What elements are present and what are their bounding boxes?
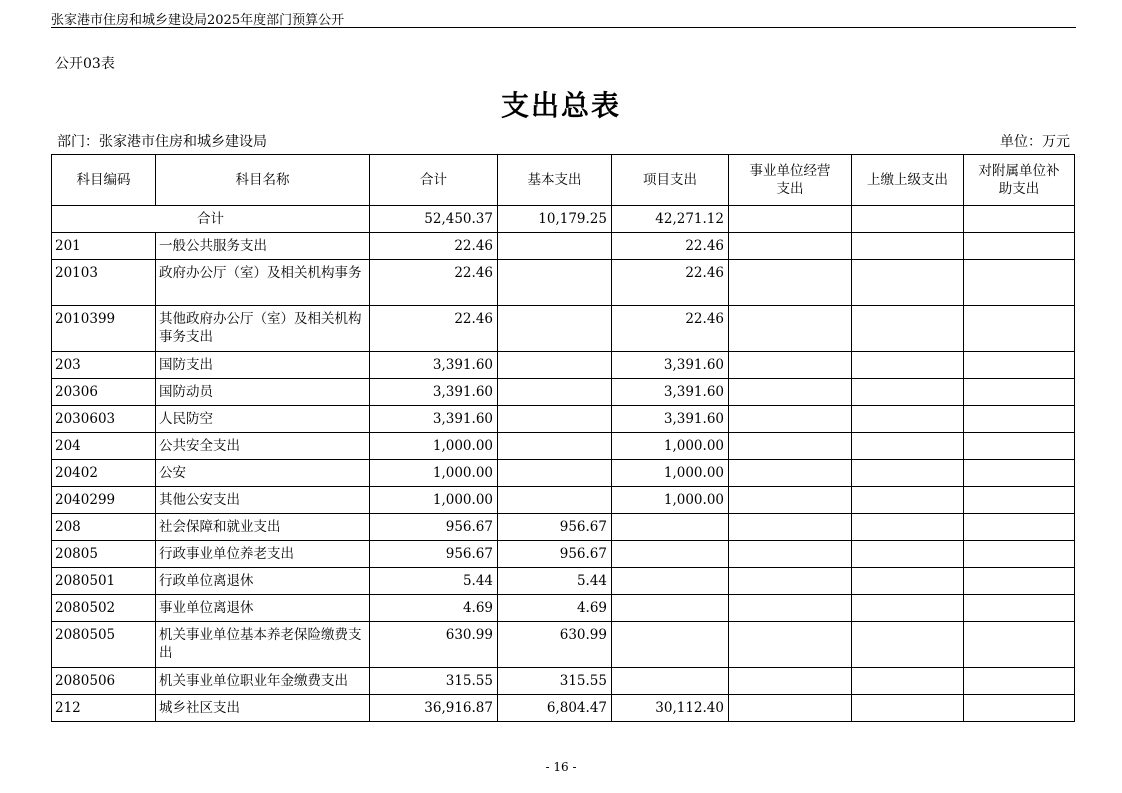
- total-subsidy: [964, 206, 1075, 233]
- row-upper: [852, 487, 964, 514]
- row-code: 2040299: [52, 487, 156, 514]
- row-total: 22.46: [370, 233, 498, 260]
- total-upper: [852, 206, 964, 233]
- row-subsidy: [964, 568, 1075, 595]
- total-total: 52,450.37: [370, 206, 498, 233]
- row-operating: [729, 568, 852, 595]
- col-header-name: 科目名称: [156, 155, 370, 206]
- row-subsidy: [964, 622, 1075, 668]
- row-basic: [498, 433, 612, 460]
- row-basic: [498, 379, 612, 406]
- row-code: 2080505: [52, 622, 156, 668]
- table-row: [52, 379, 1075, 406]
- row-basic: [498, 487, 612, 514]
- row-upper: [852, 668, 964, 695]
- table-number: 公开03表: [55, 56, 115, 72]
- row-upper: [852, 514, 964, 541]
- row-basic: [498, 306, 612, 352]
- row-operating: [729, 541, 852, 568]
- col-header-total: 合计: [370, 155, 498, 206]
- row-name: 公安: [156, 460, 370, 487]
- row-total: 1,000.00: [370, 433, 498, 460]
- row-total: 1,000.00: [370, 487, 498, 514]
- table-row: [52, 695, 1075, 722]
- row-subsidy: [964, 379, 1075, 406]
- row-operating: [729, 514, 852, 541]
- row-total: 956.67: [370, 541, 498, 568]
- row-operating: [729, 260, 852, 306]
- department-label: 部门：张家港市住房和城乡建设局: [57, 134, 267, 150]
- row-upper: [852, 406, 964, 433]
- table-row: [52, 260, 1075, 306]
- row-basic: 956.67: [498, 541, 612, 568]
- row-project: [612, 541, 729, 568]
- row-upper: [852, 695, 964, 722]
- row-basic: [498, 260, 612, 306]
- row-project: 1,000.00: [612, 460, 729, 487]
- row-upper: [852, 233, 964, 260]
- row-basic: [498, 406, 612, 433]
- row-name: 行政单位离退休: [156, 568, 370, 595]
- row-name: 机关事业单位职业年金缴费支出: [156, 668, 370, 695]
- row-basic: [498, 352, 612, 379]
- row-basic: 5.44: [498, 568, 612, 595]
- row-project: [612, 568, 729, 595]
- row-total: 956.67: [370, 514, 498, 541]
- row-operating: [729, 487, 852, 514]
- row-operating: [729, 306, 852, 352]
- row-subsidy: [964, 406, 1075, 433]
- row-operating: [729, 595, 852, 622]
- row-total: 3,391.60: [370, 379, 498, 406]
- row-operating: [729, 233, 852, 260]
- row-subsidy: [964, 541, 1075, 568]
- row-project: 1,000.00: [612, 487, 729, 514]
- row-project: 22.46: [612, 260, 729, 306]
- total-row: [52, 206, 1075, 233]
- row-total: 22.46: [370, 260, 498, 306]
- row-code: 20402: [52, 460, 156, 487]
- row-name: 政府办公厅（室）及相关机构事务: [156, 260, 370, 306]
- row-code: 212: [52, 695, 156, 722]
- row-basic: 4.69: [498, 595, 612, 622]
- row-total: 5.44: [370, 568, 498, 595]
- col-header-basic: 基本支出: [498, 155, 612, 206]
- table-row: [52, 595, 1075, 622]
- unit-label: 单位：万元: [1000, 134, 1070, 150]
- row-project: 3,391.60: [612, 352, 729, 379]
- row-upper: [852, 379, 964, 406]
- row-upper: [852, 260, 964, 306]
- row-project: 22.46: [612, 233, 729, 260]
- row-name: 城乡社区支出: [156, 695, 370, 722]
- row-basic: 315.55: [498, 668, 612, 695]
- col-header-subsidy: 对附属单位补助支出: [964, 155, 1075, 206]
- col-header-upper: 上缴上级支出: [852, 155, 964, 206]
- row-total: 22.46: [370, 306, 498, 352]
- page-header: 张家港市住房和城乡建设局2025年度部门预算公开: [51, 13, 345, 28]
- row-code: 2010399: [52, 306, 156, 352]
- row-subsidy: [964, 668, 1075, 695]
- table-body: [52, 233, 1075, 722]
- row-code: 203: [52, 352, 156, 379]
- row-subsidy: [964, 514, 1075, 541]
- row-basic: 6,804.47: [498, 695, 612, 722]
- col-header-project: 项目支出: [612, 155, 729, 206]
- row-code: 208: [52, 514, 156, 541]
- row-subsidy: [964, 487, 1075, 514]
- col-header-code: 科目编码: [52, 155, 156, 206]
- row-name: 行政事业单位养老支出: [156, 541, 370, 568]
- table-row: [52, 622, 1075, 668]
- row-total: 3,391.60: [370, 352, 498, 379]
- row-name: 其他政府办公厅（室）及相关机构事务支出: [156, 306, 370, 352]
- row-basic: 630.99: [498, 622, 612, 668]
- table-row: [52, 514, 1075, 541]
- row-upper: [852, 595, 964, 622]
- row-project: 3,391.60: [612, 379, 729, 406]
- row-name: 其他公安支出: [156, 487, 370, 514]
- table-row: [52, 306, 1075, 352]
- table-row: [52, 668, 1075, 695]
- row-operating: [729, 460, 852, 487]
- row-subsidy: [964, 306, 1075, 352]
- row-project: 30,112.40: [612, 695, 729, 722]
- row-upper: [852, 306, 964, 352]
- row-operating: [729, 622, 852, 668]
- row-code: 2080506: [52, 668, 156, 695]
- row-code: 204: [52, 433, 156, 460]
- row-subsidy: [964, 260, 1075, 306]
- row-operating: [729, 433, 852, 460]
- row-subsidy: [964, 433, 1075, 460]
- row-project: [612, 514, 729, 541]
- row-subsidy: [964, 352, 1075, 379]
- header-rule: [51, 27, 1076, 28]
- row-name: 人民防空: [156, 406, 370, 433]
- row-project: [612, 622, 729, 668]
- row-total: 315.55: [370, 668, 498, 695]
- row-upper: [852, 460, 964, 487]
- row-code: 2080501: [52, 568, 156, 595]
- row-subsidy: [964, 695, 1075, 722]
- row-code: 20306: [52, 379, 156, 406]
- total-project: 42,271.12: [612, 206, 729, 233]
- row-code: 2080502: [52, 595, 156, 622]
- row-code: 20103: [52, 260, 156, 306]
- total-label: 合计: [52, 206, 370, 233]
- row-code: 20805: [52, 541, 156, 568]
- row-operating: [729, 352, 852, 379]
- row-upper: [852, 541, 964, 568]
- row-name: 国防支出: [156, 352, 370, 379]
- row-total: 36,916.87: [370, 695, 498, 722]
- row-total: 630.99: [370, 622, 498, 668]
- row-name: 事业单位离退休: [156, 595, 370, 622]
- row-code: 201: [52, 233, 156, 260]
- total-basic: 10,179.25: [498, 206, 612, 233]
- row-upper: [852, 433, 964, 460]
- row-total: 4.69: [370, 595, 498, 622]
- total-operating: [729, 206, 852, 233]
- row-basic: [498, 233, 612, 260]
- table-row: [52, 568, 1075, 595]
- row-subsidy: [964, 460, 1075, 487]
- table-row: [52, 460, 1075, 487]
- row-operating: [729, 668, 852, 695]
- page-title: 支出总表: [500, 89, 621, 122]
- row-operating: [729, 406, 852, 433]
- row-operating: [729, 379, 852, 406]
- row-code: 2030603: [52, 406, 156, 433]
- row-upper: [852, 352, 964, 379]
- table-row: [52, 487, 1075, 514]
- row-subsidy: [964, 595, 1075, 622]
- header-row: [52, 155, 1075, 206]
- page-number: - 16 -: [545, 760, 577, 774]
- row-subsidy: [964, 233, 1075, 260]
- row-operating: [729, 695, 852, 722]
- row-total: 1,000.00: [370, 460, 498, 487]
- row-name: 一般公共服务支出: [156, 233, 370, 260]
- col-header-operating: 事业单位经营支出: [729, 155, 852, 206]
- row-name: 国防动员: [156, 379, 370, 406]
- table-row: [52, 541, 1075, 568]
- table-row: [52, 233, 1075, 260]
- table-row: [52, 433, 1075, 460]
- row-basic: [498, 460, 612, 487]
- row-project: 3,391.60: [612, 406, 729, 433]
- row-name: 机关事业单位基本养老保险缴费支出: [156, 622, 370, 668]
- table-row: [52, 352, 1075, 379]
- row-project: 1,000.00: [612, 433, 729, 460]
- row-total: 3,391.60: [370, 406, 498, 433]
- row-upper: [852, 568, 964, 595]
- expenditure-table: [51, 154, 1075, 722]
- table-row: [52, 406, 1075, 433]
- row-name: 社会保障和就业支出: [156, 514, 370, 541]
- row-project: [612, 668, 729, 695]
- row-upper: [852, 622, 964, 668]
- row-basic: 956.67: [498, 514, 612, 541]
- row-project: [612, 595, 729, 622]
- row-project: 22.46: [612, 306, 729, 352]
- row-name: 公共安全支出: [156, 433, 370, 460]
